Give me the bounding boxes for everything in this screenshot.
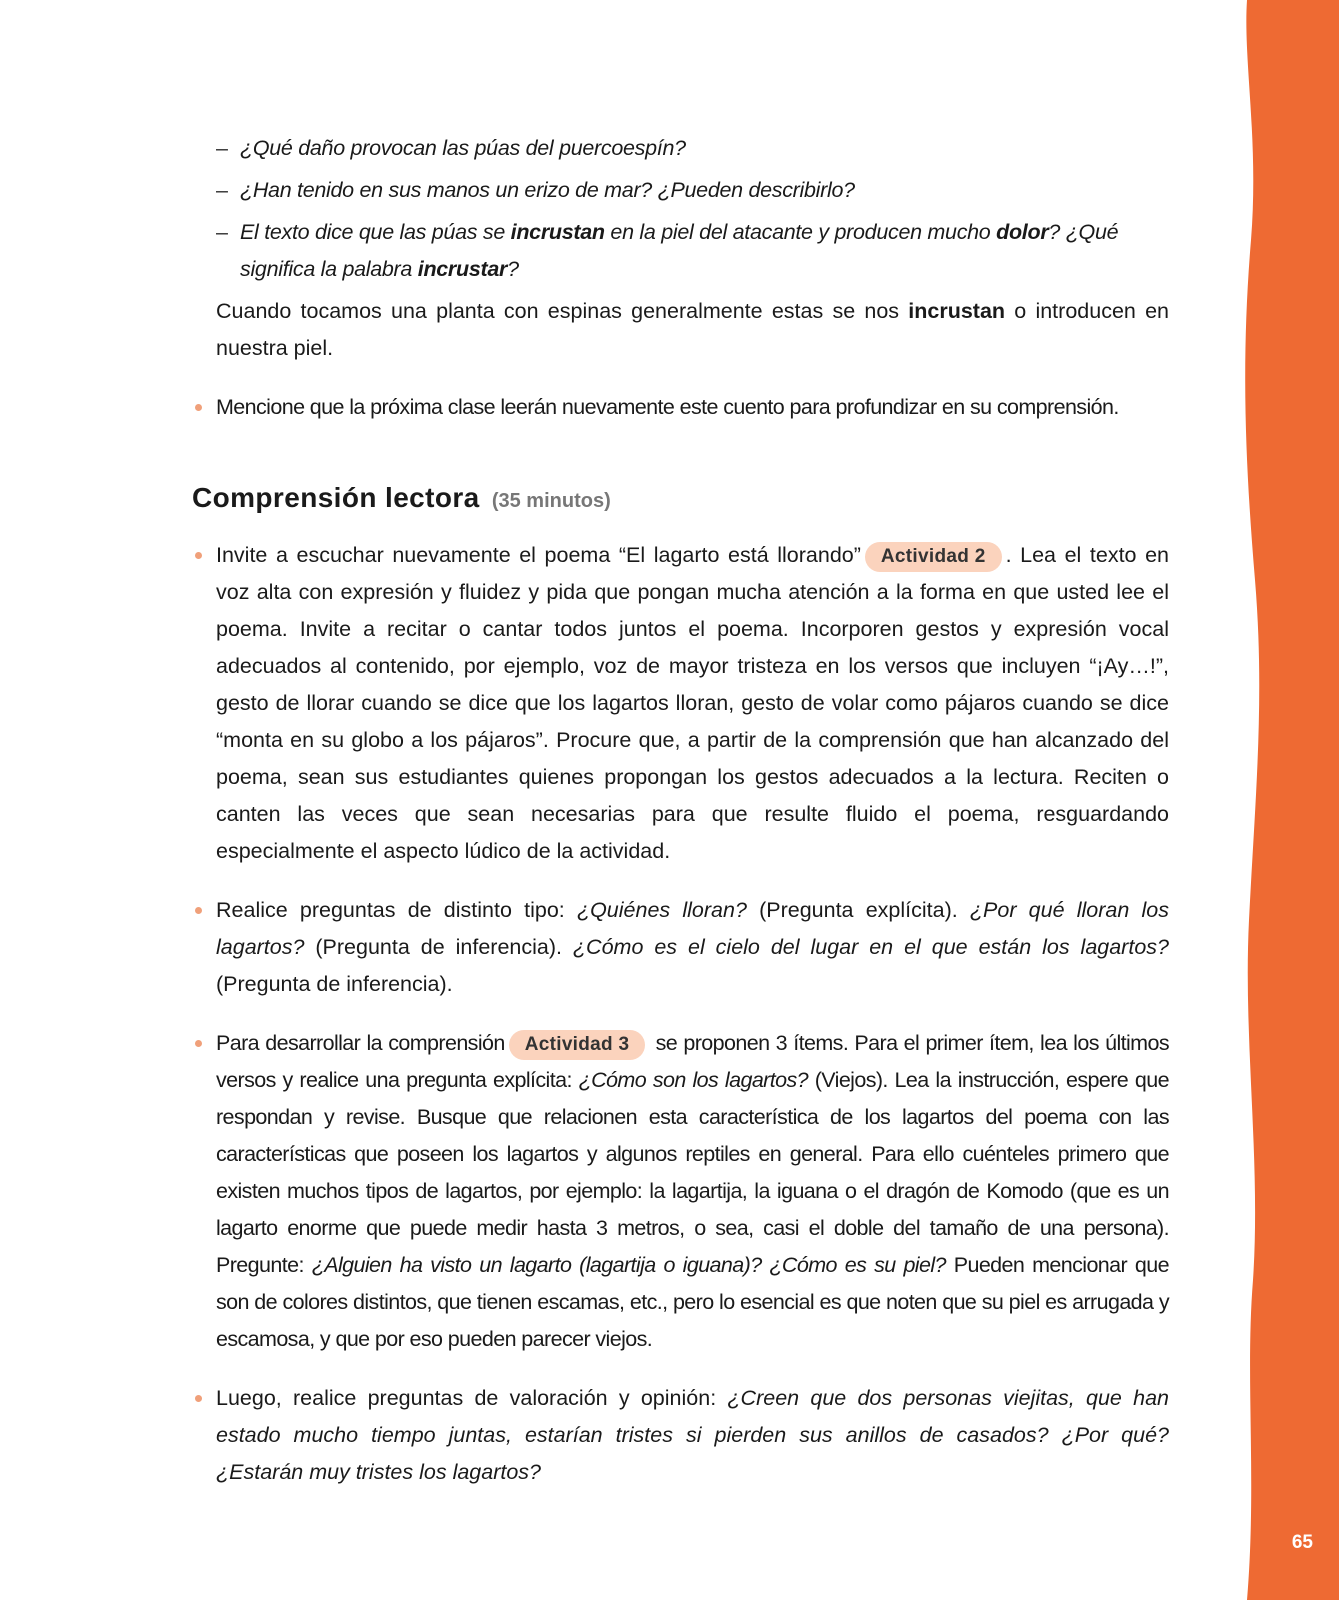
- page-number: 65: [1291, 1532, 1313, 1553]
- activity-badge: Actividad 2: [865, 542, 1002, 572]
- section-time: (35 minutos): [491, 490, 611, 512]
- section-heading: Comprensión lectora (35 minutos): [192, 482, 611, 513]
- explanation-paragraph: Cuando tocamos una planta con espinas generalmente estas se nos incrustan o introducen en nuestra piel.: [216, 299, 1169, 360]
- question-item: – El texto dice que las púas se incrustan en la piel del atacante y producen mucho dolor? ¿Qué significa la palabra incrustar?: [216, 214, 1169, 288]
- bullet-item: Invite a escuchar nuevamente el poema “El lagarto está llorando” Actividad 2 . Lea el texto en voz alta con expresión y fluidez y pida que pongan mucha atención a la forma en que usted lee el poema. Invite a recitar o cantar todos juntos el poema. Incorporen gestos y expresión vocal adecuados al contenido, por ejemplo, voz de mayor tristeza en los versos que incluyen “¡Ay…!”, gesto de llorar cuando se dice que los lagartos lloran, gesto de volar como pájaros cuando se dice “monta en su globo a los pájaros”. Procure que, a partir de la comprensión que han alcanzado del poema, sean sus estudiantes quienes propongan los gestos adecuados a la lectura. Reciten o canten las veces que sean necesarias para que resulte fluido el poema, resguardando especialmente el aspecto lúdico de la actividad.: [192, 537, 1169, 870]
- question-item: – ¿Qué daño provocan las púas del puercoespín?: [216, 130, 1169, 167]
- bullet-item: Realice preguntas de distinto tipo: ¿Quiénes lloran? (Pregunta explícita). ¿Por qué lloran los lagartos? (Pregunta de inferencia). ¿Cómo es el cielo del lugar en el que están los lagartos? (Pregunta de inferencia).: [192, 892, 1169, 1003]
- bullet-item: Para desarrollar la comprensión Actividad 3 se proponen 3 ítems. Para el primer ítem, lea los últimos versos y realice una pregunta explícita: ¿Cómo son los lagartos? (Viejos). Lea la instrucción, espere que respondan y revise. Busque que relacionen esta característica de los lagartos del poema con las características que poseen los lagartos y algunos reptiles en general. Para ello cuénteles primero que existen muchos tipos de lagartos, por ejemplo: la lagartija, la iguana o el dragón de Komodo (que es un lagarto enorme que puede medir hasta 3 metros, o sea, casi el doble del tamaño de una persona). Pregunte: ¿Alguien ha visto un lagarto (lagartija o iguana)? ¿Cómo es su piel? Pueden mencionar que son de colores distintos, que tienen escamas, etc., pero lo esencial es que noten que su piel es arrugada y escamosa, y que por eso pueden parecer viejos.: [192, 1025, 1169, 1358]
- bullet-item: Luego, realice preguntas de valoración y opinión: ¿Creen que dos personas viejitas, que han estado mucho tiempo juntas, estarían tristes si pierden sus anillos de casados? ¿Por qué? ¿Estarán muy tristes los lagartos?: [192, 1380, 1169, 1491]
- activity-badge: Actividad 3: [509, 1030, 646, 1060]
- bullet-item: Mencione que la próxima clase leerán nuevamente este cuento para profundizar en su comprensión.: [192, 389, 1169, 426]
- main-content: [192, 130, 1169, 1491]
- bullet-mention-list: [192, 389, 1169, 426]
- orange-side-stripe: [1239, 0, 1339, 1600]
- comprehension-list: [192, 537, 1169, 1491]
- question-item: – ¿Han tenido en sus manos un erizo de mar? ¿Pueden describirlo?: [216, 172, 1169, 209]
- question-list: [192, 130, 1169, 288]
